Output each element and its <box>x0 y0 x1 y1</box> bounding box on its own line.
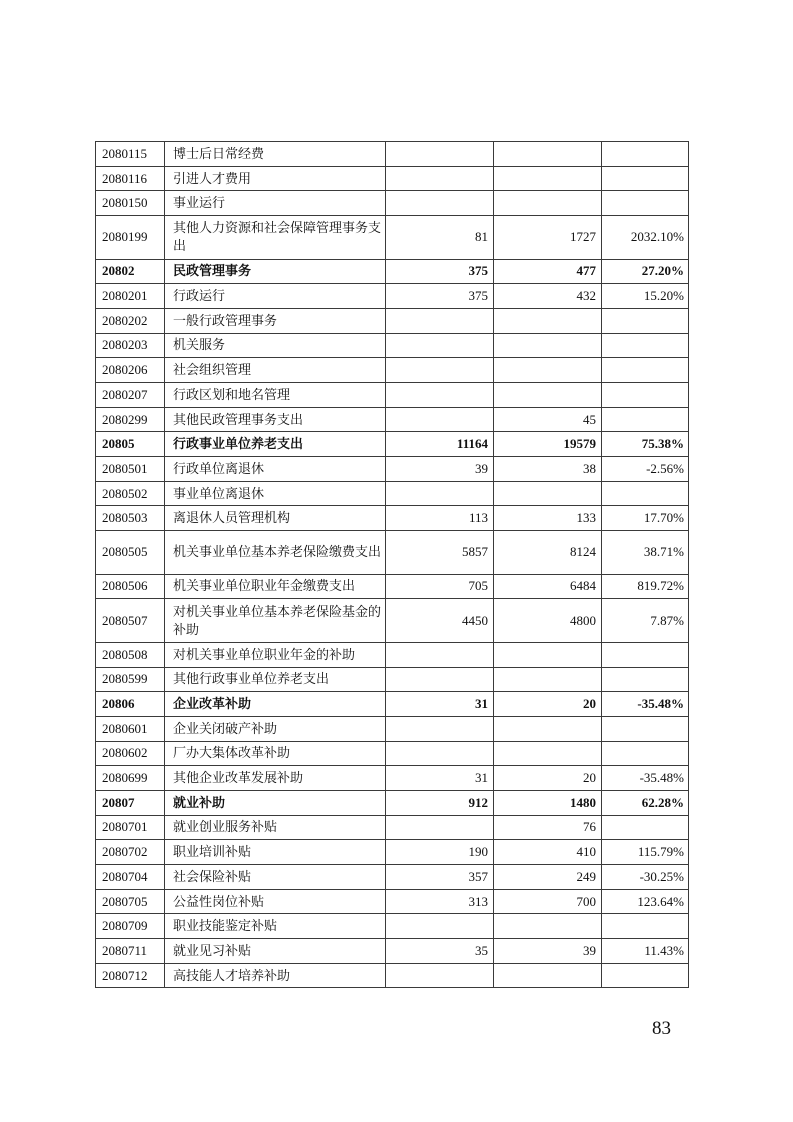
name-cell: 离退休人员管理机构 <box>165 506 386 531</box>
curr-value-cell <box>494 481 602 506</box>
table-row-category <box>96 790 689 815</box>
curr-value-cell: 45 <box>494 407 602 432</box>
name-cell: 高技能人才培养补助 <box>165 963 386 988</box>
name-cell: 机关事业单位基本养老保险缴费支出 <box>165 531 386 575</box>
name-cell: 行政运行 <box>165 284 386 309</box>
table-row <box>96 333 689 358</box>
prev-value-cell: 31 <box>386 766 494 791</box>
curr-value-cell: 133 <box>494 506 602 531</box>
name-cell: 民政管理事务 <box>165 259 386 284</box>
table-row <box>96 642 689 667</box>
table-row <box>96 840 689 865</box>
name-cell: 其他行政事业单位养老支出 <box>165 667 386 692</box>
name-cell: 厂办大集体改革补助 <box>165 741 386 766</box>
change-pct-cell: 7.87% <box>602 599 689 643</box>
table-row <box>96 963 689 988</box>
table-row <box>96 531 689 575</box>
code-cell: 2080602 <box>96 741 165 766</box>
name-cell: 公益性岗位补贴 <box>165 889 386 914</box>
prev-value-cell: 313 <box>386 889 494 914</box>
prev-value-cell <box>386 358 494 383</box>
prev-value-cell <box>386 383 494 408</box>
table-row <box>96 284 689 309</box>
prev-value-cell <box>386 716 494 741</box>
name-cell: 行政事业单位养老支出 <box>165 432 386 457</box>
curr-value-cell: 1480 <box>494 790 602 815</box>
curr-value-cell: 20 <box>494 766 602 791</box>
code-cell: 2080116 <box>96 166 165 191</box>
table-row <box>96 889 689 914</box>
code-cell: 2080199 <box>96 216 165 260</box>
prev-value-cell <box>386 308 494 333</box>
change-pct-cell <box>602 166 689 191</box>
prev-value-cell <box>386 741 494 766</box>
prev-value-cell <box>386 333 494 358</box>
change-pct-cell <box>602 741 689 766</box>
curr-value-cell: 249 <box>494 865 602 890</box>
code-cell: 20806 <box>96 692 165 717</box>
curr-value-cell: 432 <box>494 284 602 309</box>
curr-value-cell <box>494 333 602 358</box>
prev-value-cell <box>386 407 494 432</box>
curr-value-cell: 4800 <box>494 599 602 643</box>
code-cell: 2080705 <box>96 889 165 914</box>
prev-value-cell <box>386 667 494 692</box>
code-cell: 2080599 <box>96 667 165 692</box>
code-cell: 2080711 <box>96 939 165 964</box>
change-pct-cell: -35.48% <box>602 692 689 717</box>
table-row <box>96 166 689 191</box>
name-cell: 其他人力资源和社会保障管理事务支出 <box>165 216 386 260</box>
table-row <box>96 667 689 692</box>
code-cell: 2080507 <box>96 599 165 643</box>
change-pct-cell <box>602 142 689 167</box>
change-pct-cell: 2032.10% <box>602 216 689 260</box>
table-row <box>96 599 689 643</box>
curr-value-cell: 19579 <box>494 432 602 457</box>
name-cell: 就业补助 <box>165 790 386 815</box>
code-cell: 20802 <box>96 259 165 284</box>
code-cell: 2080115 <box>96 142 165 167</box>
budget-table <box>95 141 689 988</box>
prev-value-cell: 375 <box>386 284 494 309</box>
prev-value-cell <box>386 963 494 988</box>
name-cell: 职业技能鉴定补贴 <box>165 914 386 939</box>
prev-value-cell: 113 <box>386 506 494 531</box>
prev-value-cell <box>386 481 494 506</box>
curr-value-cell <box>494 716 602 741</box>
table-row <box>96 506 689 531</box>
prev-value-cell: 39 <box>386 457 494 482</box>
curr-value-cell: 700 <box>494 889 602 914</box>
code-cell: 20807 <box>96 790 165 815</box>
change-pct-cell <box>602 358 689 383</box>
prev-value-cell: 912 <box>386 790 494 815</box>
curr-value-cell <box>494 166 602 191</box>
code-cell: 2080202 <box>96 308 165 333</box>
name-cell: 行政区划和地名管理 <box>165 383 386 408</box>
change-pct-cell: 75.38% <box>602 432 689 457</box>
budget-table-body <box>96 142 689 988</box>
code-cell: 2080505 <box>96 531 165 575</box>
change-pct-cell <box>602 191 689 216</box>
name-cell: 社会保险补贴 <box>165 865 386 890</box>
name-cell: 机关事业单位职业年金缴费支出 <box>165 574 386 599</box>
change-pct-cell: -35.48% <box>602 766 689 791</box>
curr-value-cell: 8124 <box>494 531 602 575</box>
prev-value-cell: 705 <box>386 574 494 599</box>
table-row-category <box>96 692 689 717</box>
name-cell: 职业培训补贴 <box>165 840 386 865</box>
curr-value-cell <box>494 914 602 939</box>
table-row-category <box>96 432 689 457</box>
prev-value-cell: 81 <box>386 216 494 260</box>
name-cell: 就业创业服务补贴 <box>165 815 386 840</box>
prev-value-cell <box>386 914 494 939</box>
curr-value-cell: 76 <box>494 815 602 840</box>
curr-value-cell <box>494 383 602 408</box>
curr-value-cell <box>494 741 602 766</box>
change-pct-cell <box>602 383 689 408</box>
table-row <box>96 741 689 766</box>
curr-value-cell <box>494 308 602 333</box>
page-number: 83 <box>652 1018 671 1039</box>
change-pct-cell: 123.64% <box>602 889 689 914</box>
curr-value-cell <box>494 358 602 383</box>
prev-value-cell: 4450 <box>386 599 494 643</box>
change-pct-cell: 17.70% <box>602 506 689 531</box>
name-cell: 引进人才费用 <box>165 166 386 191</box>
code-cell: 2080709 <box>96 914 165 939</box>
name-cell: 事业运行 <box>165 191 386 216</box>
code-cell: 2080508 <box>96 642 165 667</box>
prev-value-cell <box>386 815 494 840</box>
change-pct-cell: -2.56% <box>602 457 689 482</box>
change-pct-cell: 38.71% <box>602 531 689 575</box>
curr-value-cell: 38 <box>494 457 602 482</box>
table-row-category <box>96 259 689 284</box>
name-cell: 其他民政管理事务支出 <box>165 407 386 432</box>
prev-value-cell: 11164 <box>386 432 494 457</box>
code-cell: 2080506 <box>96 574 165 599</box>
change-pct-cell: -30.25% <box>602 865 689 890</box>
curr-value-cell: 477 <box>494 259 602 284</box>
name-cell: 企业关闭破产补助 <box>165 716 386 741</box>
change-pct-cell: 115.79% <box>602 840 689 865</box>
curr-value-cell <box>494 191 602 216</box>
change-pct-cell: 15.20% <box>602 284 689 309</box>
change-pct-cell: 62.28% <box>602 790 689 815</box>
table-row <box>96 815 689 840</box>
curr-value-cell: 1727 <box>494 216 602 260</box>
table-row <box>96 865 689 890</box>
code-cell: 2080207 <box>96 383 165 408</box>
table-row <box>96 481 689 506</box>
name-cell: 社会组织管理 <box>165 358 386 383</box>
prev-value-cell <box>386 191 494 216</box>
name-cell: 就业见习补贴 <box>165 939 386 964</box>
prev-value-cell: 357 <box>386 865 494 890</box>
table-row <box>96 939 689 964</box>
name-cell: 博士后日常经费 <box>165 142 386 167</box>
table-row <box>96 308 689 333</box>
change-pct-cell: 819.72% <box>602 574 689 599</box>
curr-value-cell <box>494 667 602 692</box>
change-pct-cell <box>602 667 689 692</box>
table-row <box>96 216 689 260</box>
table-row <box>96 574 689 599</box>
code-cell: 2080203 <box>96 333 165 358</box>
table-row <box>96 383 689 408</box>
curr-value-cell: 20 <box>494 692 602 717</box>
change-pct-cell: 11.43% <box>602 939 689 964</box>
prev-value-cell <box>386 642 494 667</box>
code-cell: 2080206 <box>96 358 165 383</box>
code-cell: 2080503 <box>96 506 165 531</box>
prev-value-cell: 190 <box>386 840 494 865</box>
code-cell: 2080501 <box>96 457 165 482</box>
table-row <box>96 716 689 741</box>
code-cell: 2080299 <box>96 407 165 432</box>
curr-value-cell <box>494 963 602 988</box>
code-cell: 2080712 <box>96 963 165 988</box>
code-cell: 2080601 <box>96 716 165 741</box>
prev-value-cell <box>386 142 494 167</box>
code-cell: 2080702 <box>96 840 165 865</box>
table-row <box>96 457 689 482</box>
prev-value-cell: 5857 <box>386 531 494 575</box>
name-cell: 企业改革补助 <box>165 692 386 717</box>
curr-value-cell: 410 <box>494 840 602 865</box>
change-pct-cell <box>602 914 689 939</box>
curr-value-cell: 6484 <box>494 574 602 599</box>
name-cell: 机关服务 <box>165 333 386 358</box>
code-cell: 2080201 <box>96 284 165 309</box>
code-cell: 2080150 <box>96 191 165 216</box>
prev-value-cell: 375 <box>386 259 494 284</box>
prev-value-cell: 35 <box>386 939 494 964</box>
code-cell: 2080699 <box>96 766 165 791</box>
change-pct-cell <box>602 481 689 506</box>
table-row <box>96 191 689 216</box>
change-pct-cell <box>602 308 689 333</box>
change-pct-cell <box>602 642 689 667</box>
curr-value-cell <box>494 142 602 167</box>
change-pct-cell: 27.20% <box>602 259 689 284</box>
code-cell: 2080701 <box>96 815 165 840</box>
table-row <box>96 142 689 167</box>
curr-value-cell <box>494 642 602 667</box>
name-cell: 事业单位离退休 <box>165 481 386 506</box>
name-cell: 行政单位离退休 <box>165 457 386 482</box>
change-pct-cell <box>602 407 689 432</box>
name-cell: 其他企业改革发展补助 <box>165 766 386 791</box>
table-row <box>96 358 689 383</box>
code-cell: 20805 <box>96 432 165 457</box>
name-cell: 对机关事业单位职业年金的补助 <box>165 642 386 667</box>
change-pct-cell <box>602 333 689 358</box>
table-row <box>96 407 689 432</box>
table-row <box>96 914 689 939</box>
change-pct-cell <box>602 815 689 840</box>
code-cell: 2080502 <box>96 481 165 506</box>
table-row <box>96 766 689 791</box>
change-pct-cell <box>602 716 689 741</box>
curr-value-cell: 39 <box>494 939 602 964</box>
name-cell: 一般行政管理事务 <box>165 308 386 333</box>
name-cell: 对机关事业单位基本养老保险基金的补助 <box>165 599 386 643</box>
prev-value-cell: 31 <box>386 692 494 717</box>
prev-value-cell <box>386 166 494 191</box>
code-cell: 2080704 <box>96 865 165 890</box>
change-pct-cell <box>602 963 689 988</box>
